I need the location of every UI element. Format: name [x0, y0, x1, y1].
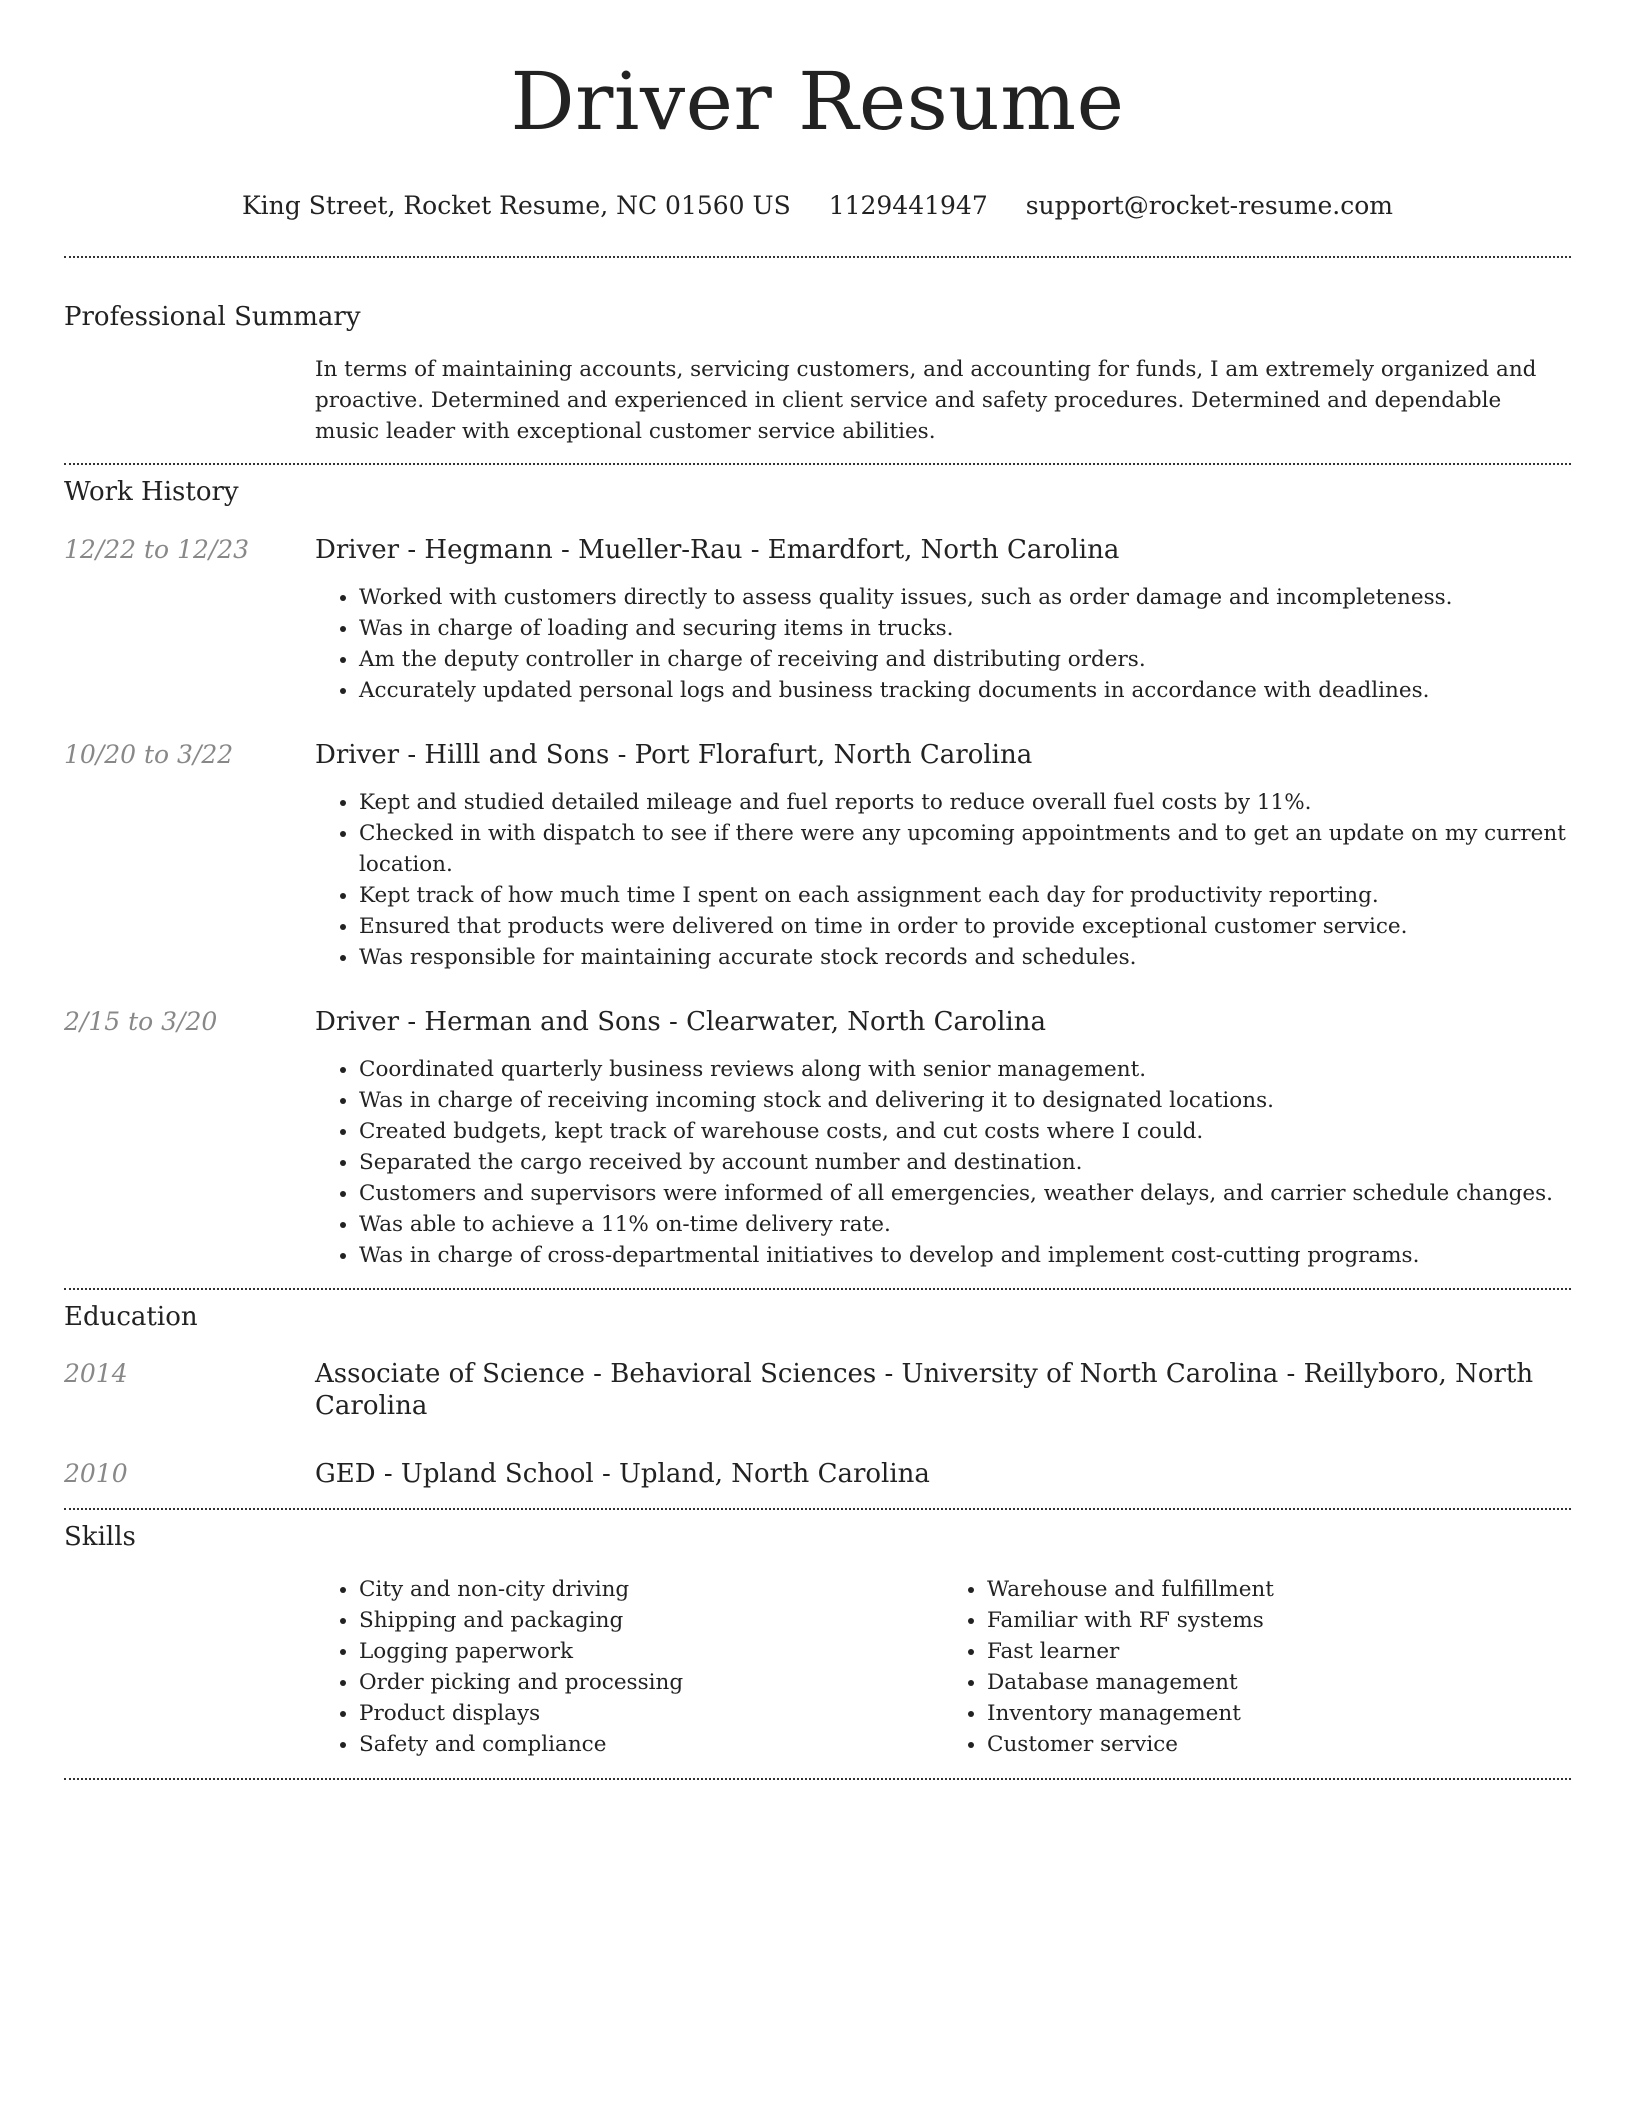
job-bullets: [315, 582, 1571, 706]
job-bullet: • Worked with customers directly to assess quality issues, such as order damage and incompleteness.: [359, 582, 1571, 613]
divider: [64, 1288, 1571, 1290]
job-bullet: • Was in charge of loading and securing items in trucks.: [359, 613, 1571, 644]
skill-item: • Warehouse and fulfillment: [987, 1574, 1571, 1605]
job-entry: [64, 534, 1571, 706]
job-bullet: • Was responsible for maintaining accurate stock records and schedules.: [359, 942, 1571, 973]
work-history-heading: Work History: [64, 477, 239, 507]
summary-heading: Professional Summary: [64, 302, 361, 332]
job-bullet: • Kept track of how much time I spent on each assignment each day for productivity reporting.: [359, 880, 1571, 911]
job-dates: 2/15 to 3/20: [64, 1007, 218, 1036]
skill-item: • Customer service: [987, 1729, 1571, 1760]
job-bullet: • Coordinated quarterly business reviews along with senior management.: [359, 1054, 1571, 1085]
job-dates: 12/22 to 12/23: [64, 535, 250, 564]
divider: [64, 256, 1571, 258]
divider: [64, 1508, 1571, 1510]
contact-email: support@rocket-resume.com: [1025, 191, 1394, 220]
education-year: 2014: [64, 1359, 128, 1388]
job-bullet: • Was in charge of receiving incoming stock and delivering it to designated locations.: [359, 1085, 1571, 1116]
education-entry: [64, 1358, 1571, 1422]
job-title: Driver - Herman and Sons - Clearwater, North Carolina: [315, 1007, 1046, 1037]
job-bullet: • Separated the cargo received by account number and destination.: [359, 1147, 1571, 1178]
job-title: Driver - Hilll and Sons - Port Florafurt, North Carolina: [315, 740, 1033, 770]
skill-item: • Familiar with RF systems: [987, 1605, 1571, 1636]
skills-heading: Skills: [64, 1522, 136, 1552]
skill-item: • Inventory management: [987, 1698, 1571, 1729]
job-dates: 10/20 to 3/22: [64, 740, 234, 769]
job-bullet: • Was in charge of cross-departmental initiatives to develop and implement cost-cutting programs.: [359, 1240, 1571, 1271]
work-history-section: [64, 475, 1571, 1271]
job-entry: [64, 1006, 1571, 1271]
skill-item: • City and non-city driving: [359, 1574, 943, 1605]
summary-text: In terms of maintaining accounts, servicing customers, and accounting for funds, I am extremely organized and proactive. Determined and experienced in client service and safety procedures. Determined and dependable music leader with exceptional customer service abilities.: [315, 357, 1537, 444]
job-bullets: [315, 1054, 1571, 1271]
skill-item: • Fast learner: [987, 1636, 1571, 1667]
job-bullet: • Was able to achieve a 11% on-time delivery rate.: [359, 1209, 1571, 1240]
resume-page: [64, 0, 1571, 1780]
divider: [64, 1778, 1571, 1780]
job-bullet: • Ensured that products were delivered on time in order to provide exceptional customer service.: [359, 911, 1571, 942]
skill-item: • Product displays: [359, 1698, 943, 1729]
skill-item: • Database management: [987, 1667, 1571, 1698]
education-year: 2010: [64, 1459, 128, 1488]
resume-title: Driver Resume: [510, 55, 1125, 148]
job-bullet: • Accurately updated personal logs and business tracking documents in accordance with deadlines.: [359, 675, 1571, 706]
summary-section: [64, 300, 1571, 447]
education-heading: Education: [64, 1302, 198, 1332]
skills-section: [64, 1520, 1571, 1760]
job-bullet: • Created budgets, kept track of warehouse costs, and cut costs where I could.: [359, 1116, 1571, 1147]
job-bullets: [315, 787, 1571, 973]
job-bullet: • Kept and studied detailed mileage and fuel reports to reduce overall fuel costs by 11%.: [359, 787, 1571, 818]
job-entry: [64, 739, 1571, 973]
skill-item: • Safety and compliance: [359, 1729, 943, 1760]
job-title: Driver - Hegmann - Mueller-Rau - Emardfort, North Carolina: [315, 535, 1120, 565]
skill-item: • Shipping and packaging: [359, 1605, 943, 1636]
education-degree: GED - Upland School - Upland, North Carolina: [315, 1459, 930, 1489]
skills-column-right: [943, 1574, 1571, 1760]
skills-column-left: [315, 1574, 943, 1760]
education-degree: Associate of Science - Behavioral Sciences - University of North Carolina - Reillyboro, North Carolina: [315, 1359, 1534, 1421]
divider: [64, 463, 1571, 465]
education-entry: [64, 1458, 1571, 1490]
education-section: [64, 1300, 1571, 1490]
job-bullet: • Checked in with dispatch to see if there were any upcoming appointments and to get an update on my current location.: [359, 818, 1571, 880]
contact-line: [64, 190, 1571, 222]
skill-item: • Logging paperwork: [359, 1636, 943, 1667]
contact-phone: 1129441947: [828, 191, 988, 220]
contact-address: King Street, Rocket Resume, NC 01560 US: [241, 191, 791, 220]
skills-list: [315, 1574, 1571, 1760]
skill-item: • Order picking and processing: [359, 1667, 943, 1698]
job-bullet: • Am the deputy controller in charge of receiving and distributing orders.: [359, 644, 1571, 675]
job-bullet: • Customers and supervisors were informed of all emergencies, weather delays, and carrier schedule changes.: [359, 1178, 1571, 1209]
